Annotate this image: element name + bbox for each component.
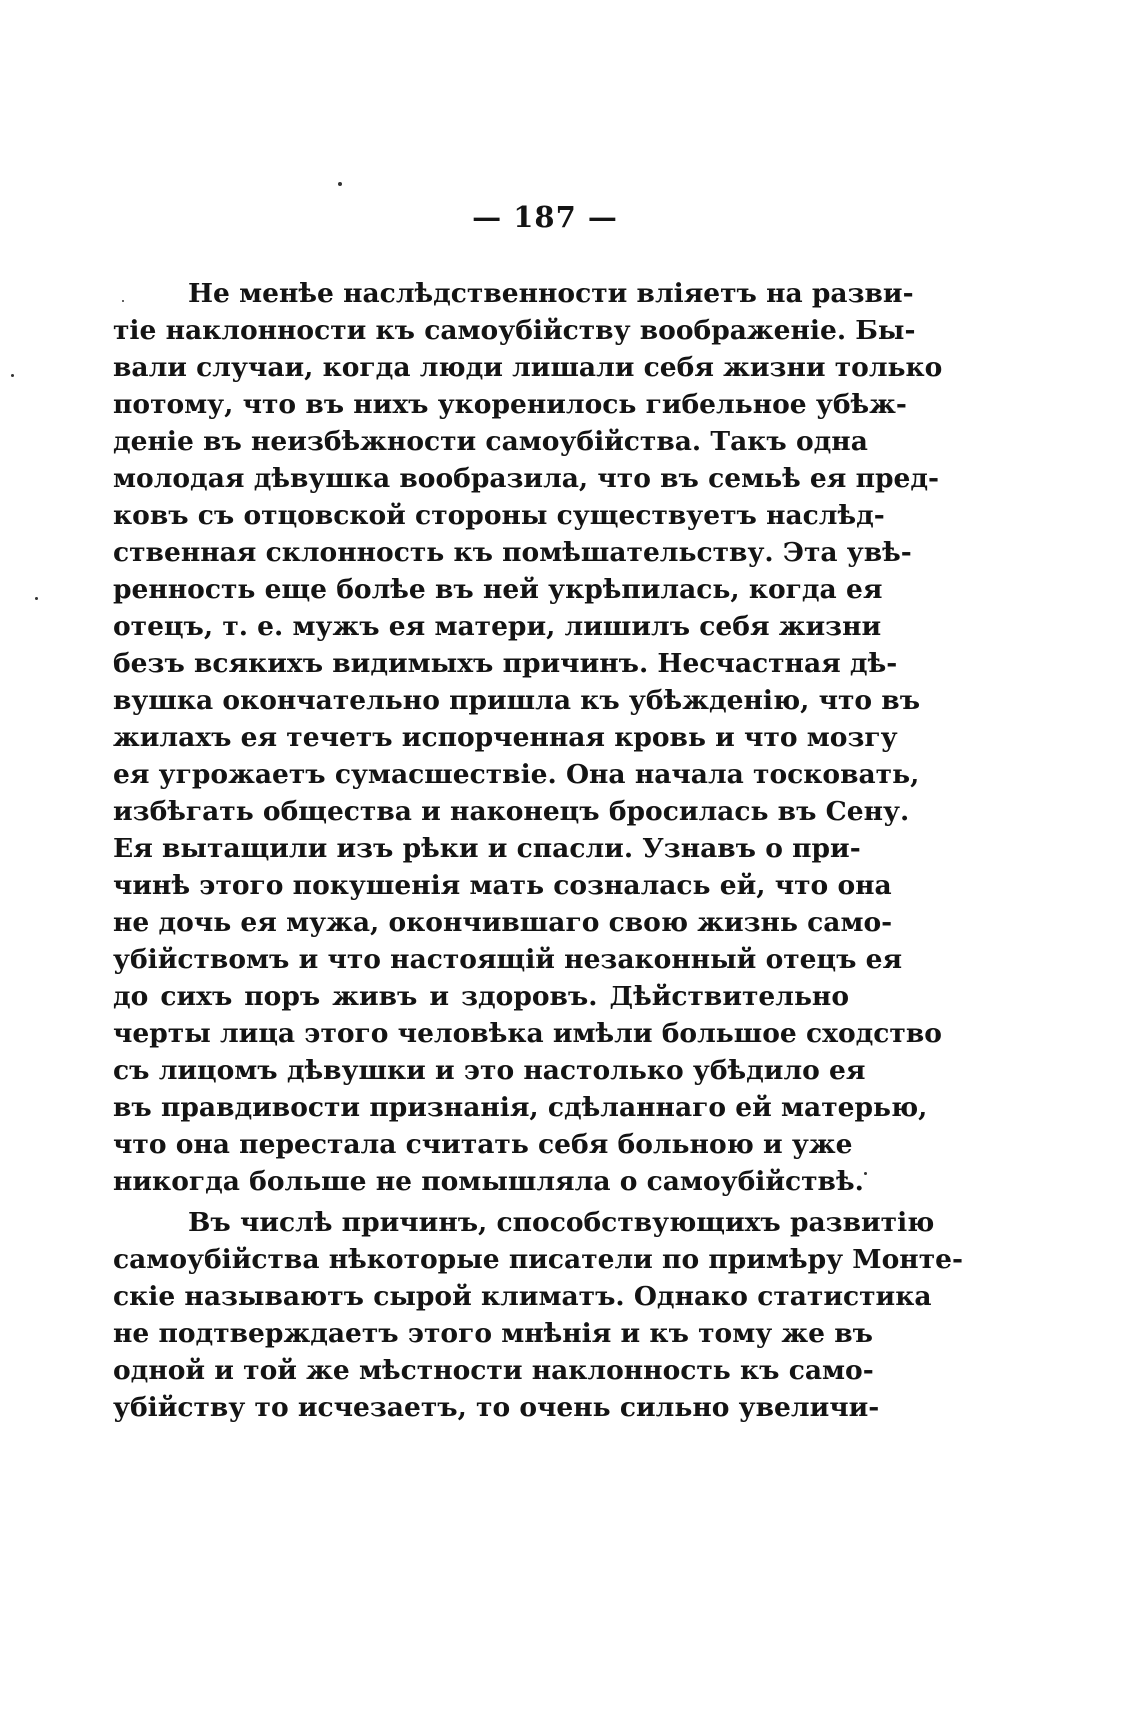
text-line: вушка окончательно пришла къ убѣжденію, что въ	[113, 685, 921, 716]
text-line: чинѣ этого покушенія мать созналась ей, что она	[113, 870, 892, 901]
text-line: въ правдивости признанія, сдѣланнаго ей матерью,	[113, 1092, 928, 1123]
paragraph	[113, 1204, 963, 1426]
text-line: безъ всякихъ видимыхъ причинъ. Несчастная дѣ-	[113, 648, 898, 679]
text-line: жилахъ ея течетъ испорченная кровь и что мозгу	[113, 722, 898, 753]
text-line: отецъ, т. е. мужъ ея матери, лишилъ себя жизни	[113, 611, 882, 642]
print-speck	[864, 1172, 867, 1175]
text-line: молодая дѣвушка вообразила, что въ семьѣ ея пред-	[113, 463, 940, 494]
text-line: ственная склонность къ помѣшательству. Эта увѣ-	[113, 537, 912, 568]
text-line: одной и той же мѣстности наклонность къ само-	[113, 1355, 874, 1386]
text-line: Не менѣе наслѣдственности вліяетъ на разви-	[188, 278, 914, 309]
text-line: убійствомъ и что настоящій незаконный отецъ ея	[113, 944, 903, 975]
text-line: не дочь ея мужа, окончившаго свою жизнь само-	[113, 907, 893, 938]
text-line: потому, что въ нихъ укоренилось гибельное убѣж-	[113, 389, 907, 420]
print-speck	[35, 597, 38, 600]
text-line: что она перестала считать себя больною и уже	[113, 1129, 853, 1160]
text-line: ренность еще болѣе въ ней укрѣпилась, когда ея	[113, 574, 883, 605]
text-line: ея угрожаетъ сумасшествіе. Она начала тосковать,	[113, 759, 920, 790]
body-text	[113, 275, 963, 1426]
print-speck	[122, 300, 124, 302]
text-line: до сихъ поръ живъ и здоровъ. Дѣйствительно	[113, 981, 849, 1012]
paragraph	[113, 275, 943, 1200]
text-line: деніе въ неизбѣжности самоубійства. Такъ одна	[113, 426, 868, 457]
text-line: не подтверждаетъ этого мнѣнія и къ тому же въ	[113, 1318, 874, 1349]
text-line: скіе называютъ сырой климатъ. Однако статистика	[113, 1281, 932, 1312]
text-line: убійству то исчезаетъ, то очень сильно увеличи-	[113, 1392, 880, 1423]
text-line: вали случаи, когда люди лишали себя жизни только	[113, 352, 943, 383]
print-speck	[338, 182, 342, 186]
text-line: съ лицомъ дѣвушки и это настолько убѣдило ея	[113, 1055, 866, 1086]
page-number: — 187 —	[472, 200, 618, 234]
text-line: никогда больше не помышляла о самоубійствѣ.	[113, 1166, 864, 1197]
text-line: самоубійства нѣкоторые писатели по примѣру Монте-	[113, 1244, 963, 1275]
text-line: ковъ съ отцовской стороны существуетъ наслѣд-	[113, 500, 885, 531]
text-line: черты лица этого человѣка имѣли большое сходство	[113, 1018, 942, 1049]
print-speck	[11, 374, 14, 377]
text-line: Ея вытащили изъ рѣки и спасли. Узнавъ о при-	[113, 833, 861, 864]
text-line: тіе наклонности къ самоубійству воображеніе. Бы-	[113, 315, 916, 346]
text-line: избѣгать общества и наконецъ бросилась въ Сену.	[113, 796, 910, 827]
text-line: Въ числѣ причинъ, способствующихъ развитію	[188, 1207, 935, 1238]
